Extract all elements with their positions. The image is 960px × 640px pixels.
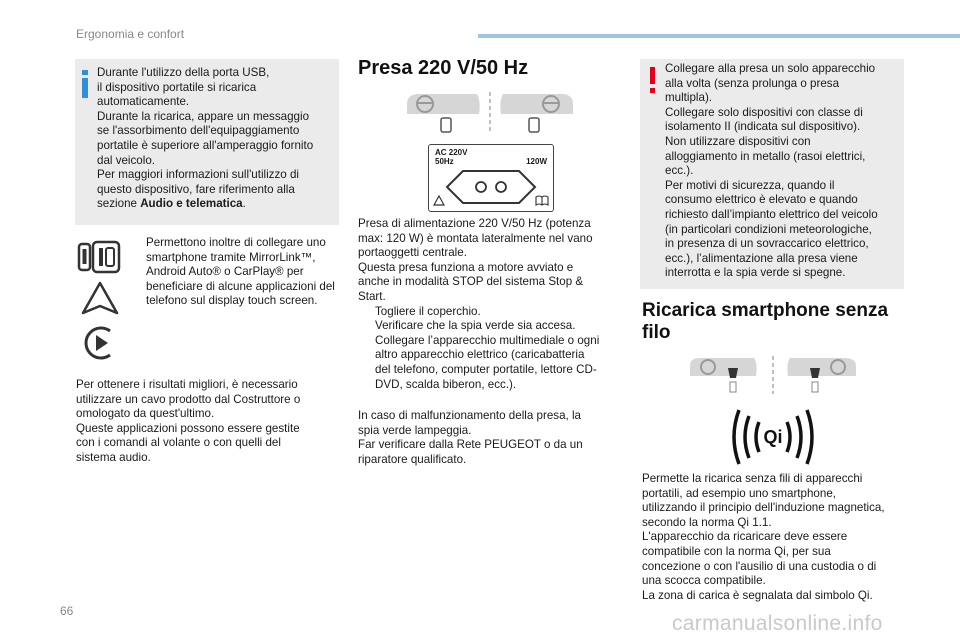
wireless-line: compatibile con la norma Qi, per sua xyxy=(642,544,831,558)
step-item: Verificare che la spia verde sia accesa. xyxy=(375,319,576,333)
warning-text xyxy=(665,62,903,281)
warning-line: Per motivi di sicurezza, quando il xyxy=(665,178,835,192)
info-icon xyxy=(81,70,89,98)
presa-line: anche in modalità STOP del sistema Stop & xyxy=(358,275,584,289)
fault-line: Far verificare dalla Rete PEUGEOT o da un xyxy=(358,438,583,452)
presa-description xyxy=(358,217,620,392)
warning-line: Collegare solo dispositivi con classe di xyxy=(665,105,863,119)
warning-line: richiesto dall’impianto elettrico del veicolo xyxy=(665,207,878,221)
presa-steps xyxy=(358,305,620,393)
section-title: Ergonomia e confort xyxy=(76,27,185,41)
socket-label-w: 120W xyxy=(526,157,547,166)
heading-presa-220v: Presa 220 V/50 Hz xyxy=(358,57,529,79)
carplay-icon xyxy=(80,323,120,363)
warning-line: alla volta (senza prolunga o presa xyxy=(665,76,840,90)
heading-line-2: filo xyxy=(642,322,671,343)
info-line: Durante la ricarica, appare un messaggio xyxy=(97,109,310,123)
wireless-line: La zona di carica è segnalata dal simbolo Qi. xyxy=(642,588,873,602)
presa-line: Questa presa funziona a motore avviato e xyxy=(358,260,574,274)
warning-line: ecc.), l’alimentazione alla presa viene xyxy=(665,251,858,265)
android-auto-icon xyxy=(80,280,120,316)
mirror-screen-icon xyxy=(77,240,121,274)
info-line: Per maggiori informazioni sull'utilizzo di xyxy=(97,168,299,182)
info-line: portatile è superiore all'amperaggio fornito xyxy=(97,138,314,152)
audio-telematica-ref: Audio e telematica xyxy=(140,197,243,211)
presa-line: portaoggetti centrale. xyxy=(358,246,467,260)
cable-advice-text xyxy=(76,378,342,466)
wireless-line: portatili, ad esempio uno smartphone, xyxy=(642,486,836,500)
warning-line: Non utilizzare dispositivi con xyxy=(665,134,811,148)
info-line: il dispositivo portatile si ricarica xyxy=(97,80,257,94)
presa-line: Start. xyxy=(358,289,386,303)
warning-line: (in particolari condizioni meteorologiche, xyxy=(665,222,872,236)
advice-line: omologato da quest'ultimo. xyxy=(76,407,215,421)
step-item: Collegare l’apparecchio multimediale o ogni altro apparecchio elettrico (caricabatteria del telefono, computer portatile, lettore CD- DVD, scalda biberon, ecc.). xyxy=(375,333,600,391)
warning-exclamation-icon xyxy=(648,67,658,95)
warning-line: Collegare alla presa un solo apparecchio xyxy=(665,62,876,75)
page-number: 66 xyxy=(60,604,74,618)
fault-line: spia verde lampeggia. xyxy=(358,423,472,437)
info-last-prefix: sezione xyxy=(97,197,141,211)
wireless-line: una scocca compatibile. xyxy=(642,574,766,588)
qi-label: Qi xyxy=(763,427,783,447)
socket-outlet-icon xyxy=(441,167,541,207)
warning-line: multipla). xyxy=(665,91,713,105)
wireless-charging-location-illustration xyxy=(688,356,858,396)
warning-triangle-icon xyxy=(433,195,445,206)
info-line: questo dispositivo, fare riferimento alla xyxy=(97,182,295,196)
console-socket-location-illustration xyxy=(405,92,575,136)
wireless-line: secondo la norma Qi 1.1. xyxy=(642,515,772,529)
advice-line: utilizzare un cavo prodotto dal Costruttore o xyxy=(76,392,301,406)
apps-text xyxy=(146,236,342,309)
warning-line: ecc.). xyxy=(665,164,694,178)
info-line: Durante l'utilizzo della porta USB, xyxy=(97,66,270,79)
step-item: Togliere il coperchio. xyxy=(375,304,481,318)
socket-panel xyxy=(428,144,554,212)
info-line: se l'assorbimento dell'equipaggiamento xyxy=(97,124,300,138)
info-line-last xyxy=(97,197,337,212)
info-box-text xyxy=(97,66,337,212)
presa-line: max: 120 W) è montata lateralmente nel vano xyxy=(358,231,593,245)
fault-line: In caso di malfunzionamento della presa, la xyxy=(358,409,581,422)
info-line: dal veicolo. xyxy=(97,153,156,167)
heading-line-1: Ricarica smartphone senza xyxy=(642,300,889,321)
advice-line: Queste applicazioni possono essere gestite xyxy=(76,421,300,435)
warning-line: interrotta e la spia verde si spegne. xyxy=(665,266,846,280)
advice-line: sistema audio. xyxy=(76,450,151,464)
apps-line: telefono sul display touch screen. xyxy=(146,294,318,308)
presa-fault-text xyxy=(358,409,620,467)
heading-wireless-charging xyxy=(642,300,912,344)
presa-line: Presa di alimentazione 220 V/50 Hz (potenza xyxy=(358,217,591,230)
wireless-line: utilizzando il principio dell'induzione magnetica, xyxy=(642,501,885,515)
info-last-suffix: . xyxy=(242,197,246,211)
info-line: automaticamente. xyxy=(97,95,190,109)
apps-line: Permettono inoltre di collegare uno xyxy=(146,236,326,249)
warning-line: isolamento II (indicata sul dispositivo). xyxy=(665,120,861,134)
advice-line: con i comandi al volante o con quelli del xyxy=(76,436,281,450)
watermark: carmanualsonline.info xyxy=(672,612,883,635)
wireless-line: L'apparecchio da ricaricare deve essere xyxy=(642,530,848,544)
wireless-description xyxy=(642,472,912,603)
manual-book-icon xyxy=(535,195,549,206)
wireless-line: Permette la ricarica senza fili di apparecchi xyxy=(642,472,863,485)
socket-label-hz: 50Hz xyxy=(435,157,454,166)
warning-line: in presenza di un sovraccarico elettrico, xyxy=(665,237,869,251)
header-accent-bar xyxy=(478,34,960,38)
wireless-line: concezione o con l'ausilio di una custodia o di xyxy=(642,559,877,573)
socket-label-ac: AC 220V xyxy=(435,148,468,157)
fault-line: riparatore qualificato. xyxy=(358,452,467,466)
advice-line: Per ottenere i risultati migliori, è necessario xyxy=(76,378,298,391)
apps-line: smartphone tramite MirrorLink™, xyxy=(146,250,316,264)
warning-line: alloggiamento in metallo (rasoi elettrici, xyxy=(665,149,866,163)
apps-line: Android Auto® o CarPlay® per xyxy=(146,265,304,279)
apps-line: beneficiare di alcune applicazioni del xyxy=(146,279,335,293)
warning-line: consumo elettrico è elevato e quando xyxy=(665,193,858,207)
qi-wireless-icon xyxy=(721,406,825,468)
